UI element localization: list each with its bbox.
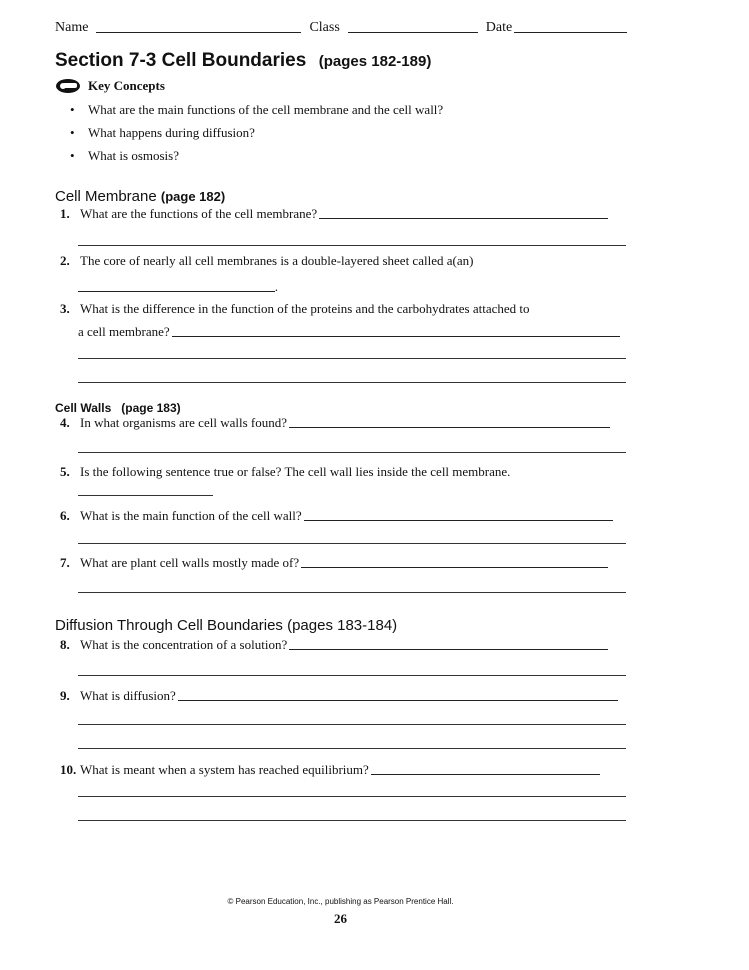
key-concept-item: • What happens during diffusion? bbox=[70, 125, 255, 140]
key-concept-item: • What are the main functions of the cell membrane and the cell wall? bbox=[70, 102, 444, 117]
answer-line[interactable] bbox=[78, 820, 626, 821]
answer-line[interactable] bbox=[304, 519, 613, 521]
answer-line[interactable] bbox=[178, 699, 618, 701]
key-concepts-label: Key Concepts bbox=[88, 78, 165, 93]
page-number: 26 bbox=[334, 911, 347, 926]
answer-line[interactable] bbox=[289, 648, 608, 650]
class-label: Class bbox=[309, 20, 340, 35]
date-label: Date bbox=[485, 20, 513, 35]
answer-line[interactable] bbox=[78, 495, 213, 496]
title-main: Section 7-3 Cell Boundaries bbox=[55, 50, 307, 71]
question-6: 6. What is the main function of the cell wall? bbox=[60, 508, 613, 524]
answer-line[interactable] bbox=[78, 358, 626, 359]
name-label: Name bbox=[55, 20, 89, 35]
answer-line[interactable] bbox=[78, 382, 626, 383]
answer-line[interactable] bbox=[172, 335, 620, 337]
question-2-answer: . bbox=[78, 279, 278, 295]
question-1: 1. What are the functions of the cell membrane? bbox=[60, 206, 608, 222]
question-7: 7. What are plant cell walls mostly made of? bbox=[60, 555, 608, 571]
answer-line[interactable] bbox=[78, 452, 626, 453]
section-heading-cell-membrane: Cell Membrane (page 182) bbox=[55, 188, 226, 205]
question-10: 10. What is meant when a system has reached equilibrium? bbox=[60, 762, 600, 778]
answer-line[interactable] bbox=[301, 566, 608, 568]
answer-line[interactable] bbox=[78, 290, 275, 292]
class-field[interactable] bbox=[348, 31, 478, 33]
answer-line[interactable] bbox=[78, 592, 626, 593]
name-field[interactable] bbox=[96, 31, 301, 33]
question-9: 9. What is diffusion? bbox=[60, 688, 618, 704]
answer-line[interactable] bbox=[78, 724, 626, 725]
question-5: 5. Is the following sentence true or false? The cell wall lies inside the cell membrane. bbox=[60, 464, 511, 479]
page-title bbox=[55, 50, 431, 72]
copyright: © Pearson Education, Inc., publishing as Pearson Prentice Hall. bbox=[227, 897, 454, 906]
answer-line[interactable] bbox=[78, 748, 626, 749]
question-2: 2. The core of nearly all cell membranes is a double-layered sheet called a(an) bbox=[60, 253, 474, 268]
title-pages: (pages 182-189) bbox=[318, 53, 432, 70]
header-fields bbox=[55, 20, 627, 36]
key-concept-item: • What is osmosis? bbox=[70, 148, 179, 163]
question-3: 3. What is the difference in the function of the proteins and the carbohydrates attached to bbox=[60, 301, 530, 316]
section-heading-cell-walls: Cell Walls (page 183) bbox=[55, 401, 181, 415]
answer-line[interactable] bbox=[78, 675, 626, 676]
question-8: 8. What is the concentration of a solution? bbox=[60, 637, 608, 653]
answer-line[interactable] bbox=[289, 426, 610, 428]
answer-line[interactable] bbox=[78, 543, 626, 544]
answer-line[interactable] bbox=[78, 245, 626, 246]
answer-line[interactable] bbox=[371, 773, 600, 775]
answer-line[interactable] bbox=[78, 796, 626, 797]
key-concepts-heading bbox=[55, 78, 165, 94]
key-pointer-icon bbox=[55, 78, 82, 94]
section-heading-diffusion: Diffusion Through Cell Boundaries (pages 183-184) bbox=[55, 617, 398, 634]
question-4: 4. In what organisms are cell walls found? bbox=[60, 415, 610, 431]
question-3-cont: a cell membrane? bbox=[78, 324, 620, 340]
date-field[interactable] bbox=[514, 31, 627, 33]
answer-line[interactable] bbox=[319, 217, 608, 219]
